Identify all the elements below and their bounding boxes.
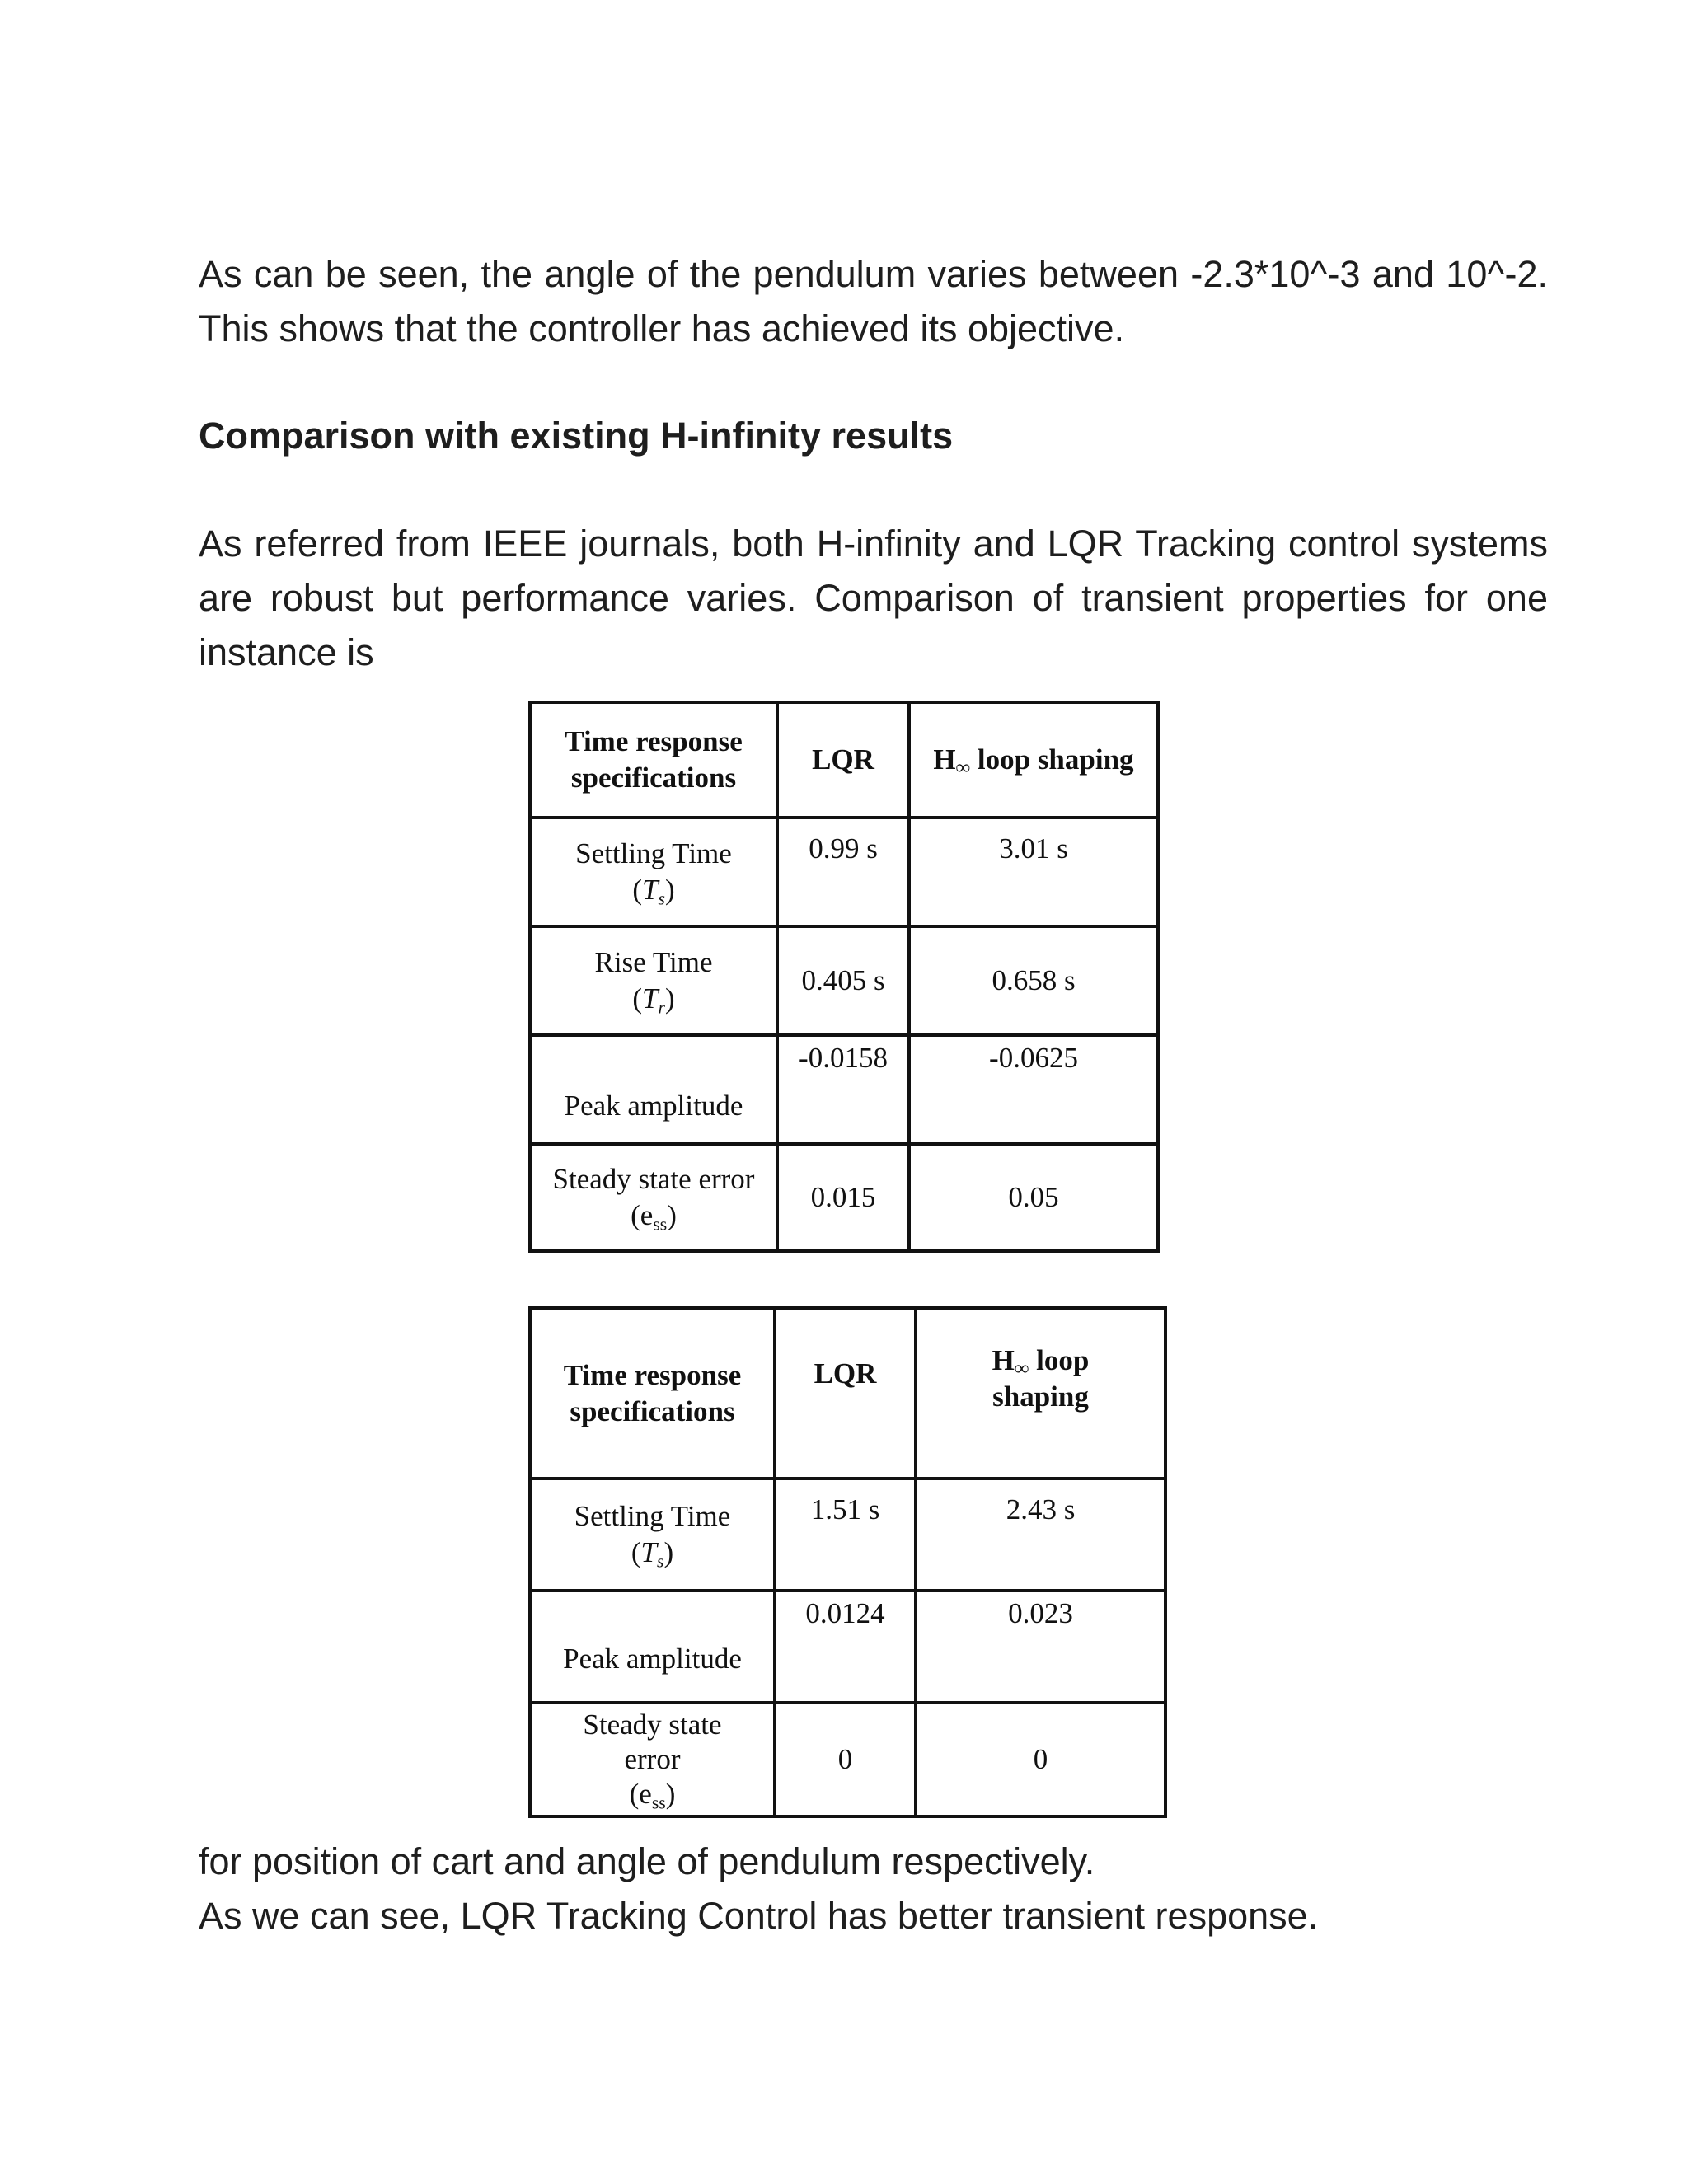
spec-label: Settling Time $(T_s)$: [530, 1479, 775, 1591]
hinf-value: 0.05: [909, 1144, 1158, 1251]
section-heading: Comparison with existing H-infinity results: [199, 415, 954, 457]
table-header-row: [530, 1308, 1165, 1479]
header-lqr: LQR: [777, 702, 909, 818]
spec-label: Settling Time $(T_s)$: [530, 818, 777, 926]
header-spec: Time response specifications: [530, 702, 777, 818]
table-row: [530, 1479, 1165, 1591]
table-row: [530, 818, 1158, 926]
closing-line-1: for position of cart and angle of pendulum respectively.: [199, 1840, 1095, 1882]
intro-paragraph: As can be seen, the angle of the pendulum varies between -2.3*10^-3 and 10^-2. This shows that the controller has achieved its objective.: [199, 253, 1548, 349]
spec-label: Steady state error $(e_{ss})$: [530, 1144, 777, 1251]
closing-line-2: As we can see, LQR Tracking Control has better transient response.: [199, 1895, 1319, 1937]
header-lqr: LQR: [775, 1308, 916, 1479]
table-row: [530, 1591, 1165, 1703]
header-hinf: H∞ loop shaping: [909, 702, 1158, 818]
lqr-value: 1.51 s: [775, 1479, 916, 1591]
cart-position-table: [528, 701, 1160, 1253]
lqr-value: 0: [775, 1703, 916, 1816]
lqr-value: 0.405 s: [777, 926, 909, 1035]
table-row: [530, 926, 1158, 1035]
hinf-value: 3.01 s: [909, 818, 1158, 926]
lqr-value: 0.015: [777, 1144, 909, 1251]
hinf-value: 0: [916, 1703, 1165, 1816]
hinf-value: -0.0625: [909, 1035, 1158, 1144]
hinf-value: 0.023: [916, 1591, 1165, 1703]
lqr-value: 0.99 s: [777, 818, 909, 926]
spec-label: Peak amplitude: [530, 1035, 777, 1144]
spec-label: Rise Time $(T_r)$: [530, 926, 777, 1035]
table-row: [530, 1703, 1165, 1816]
table-row: [530, 1035, 1158, 1144]
hinf-value: 2.43 s: [916, 1479, 1165, 1591]
spec-label: Steady state error $(e_{ss})$: [530, 1703, 775, 1816]
header-hinf: H∞ loop shaping: [916, 1308, 1165, 1479]
pendulum-angle-table: [528, 1306, 1167, 1818]
lqr-value: -0.0158: [777, 1035, 909, 1144]
lqr-value: 0.0124: [775, 1591, 916, 1703]
table-header-row: [530, 702, 1158, 818]
table-row: [530, 1144, 1158, 1251]
comparison-paragraph: As referred from IEEE journals, both H-infinity and LQR Tracking control systems are robust but performance varies. Comparison of transient properties for one instance is: [199, 523, 1548, 673]
spec-label: Peak amplitude: [530, 1591, 775, 1703]
hinf-value: 0.658 s: [909, 926, 1158, 1035]
header-spec: Time response specifications: [530, 1308, 775, 1479]
